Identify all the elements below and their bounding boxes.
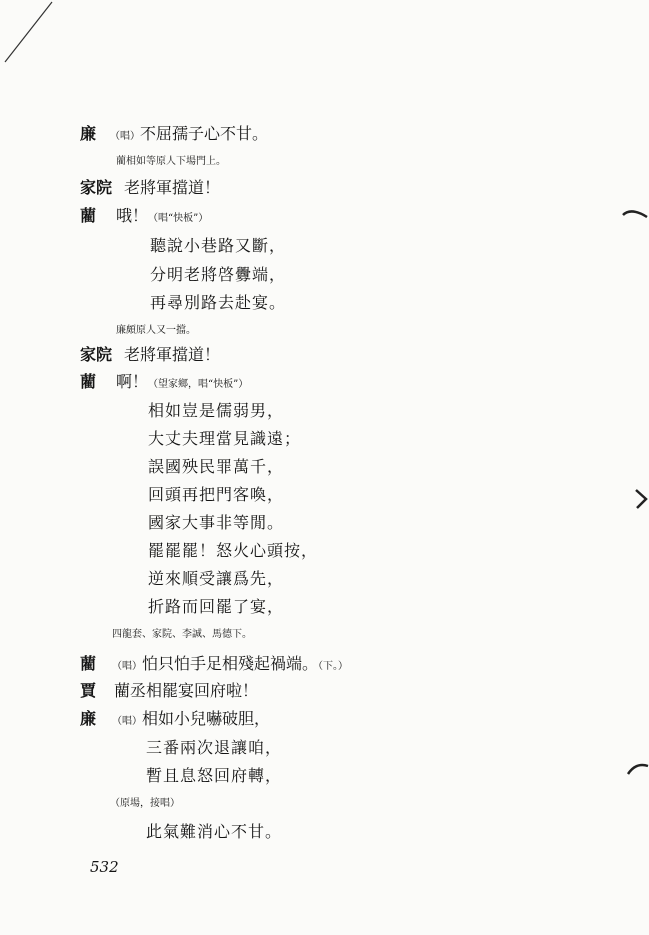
verse-line: 折路而回罷了宴， xyxy=(148,597,285,616)
performance-note: （望家鄉，唱“快板”） xyxy=(148,379,249,390)
dialogue-line xyxy=(80,711,270,727)
line-text: 怕只怕手足相殘起禍端。 xyxy=(142,654,319,673)
line-text: 啊！ xyxy=(116,372,149,391)
dialogue-line xyxy=(80,347,220,363)
speaker-label: 廉 xyxy=(80,709,97,728)
speaker-label: 藺 xyxy=(80,372,97,391)
line-text: 不屈孺子心不甘。 xyxy=(140,124,269,143)
performance-note: （唱） xyxy=(112,661,143,672)
dialogue-line xyxy=(80,180,220,196)
dialogue-line xyxy=(80,683,258,699)
margin-mark-mid xyxy=(634,488,649,510)
speaker-label: 藺 xyxy=(80,654,97,673)
dialogue-line xyxy=(80,656,348,672)
performance-note: （唱） xyxy=(112,716,143,727)
stage-direction: （原場，接唱） xyxy=(110,798,180,809)
speaker-label: 廉 xyxy=(80,124,97,143)
page-number: 532 xyxy=(90,858,119,876)
speaker-label: 藺 xyxy=(80,206,97,225)
performance-note: （唱“快板”） xyxy=(148,213,209,224)
margin-mark-top xyxy=(621,205,649,227)
verse-line: 三番兩次退讓咱， xyxy=(146,738,283,757)
line-text: 老將軍擋道！ xyxy=(124,345,221,364)
verse-line: 暫且息怒回府轉， xyxy=(146,766,283,785)
stage-direction: 廉頗原人又一擋。 xyxy=(116,325,196,336)
performance-note: （唱） xyxy=(110,131,141,142)
dialogue-line xyxy=(80,208,208,224)
verse-line: 分明老將啓釁端， xyxy=(150,265,287,284)
margin-mark-bottom xyxy=(626,760,649,778)
line-text: 老將軍擋道！ xyxy=(124,178,221,197)
exit-note: （下。） xyxy=(318,661,349,672)
stage-direction: 四龍套、家院、李誠、馬德下。 xyxy=(112,629,252,640)
verse-line: 再尋別路去赴宴。 xyxy=(150,293,287,312)
speaker-label: 家院 xyxy=(80,345,113,364)
verse-line: 此氣難消心不甘。 xyxy=(146,822,283,841)
verse-line: 聽說小巷路又斷， xyxy=(150,236,287,255)
verse-line: 回頭再把門客喚， xyxy=(148,485,285,504)
stage-direction: 藺相如等原人下場門上。 xyxy=(116,156,226,167)
speaker-label: 家院 xyxy=(80,178,113,197)
verse-line: 相如豈是儒弱男， xyxy=(148,401,285,420)
verse-line: 誤國殃民罪萬千， xyxy=(148,457,285,476)
line-text: 哦！ xyxy=(116,206,149,225)
verse-line: 罷罷罷！怒火心頭按， xyxy=(148,541,319,560)
corner-pen-stroke xyxy=(0,0,60,70)
line-text: 相如小兒嚇破胆， xyxy=(142,709,271,728)
dialogue-line xyxy=(80,374,248,390)
verse-line: 逆來順受讓爲先， xyxy=(148,569,285,588)
verse-line: 國家大事非等閒。 xyxy=(148,513,285,532)
verse-line: 大丈夫理當見識遠； xyxy=(148,429,302,448)
speaker-label: 賈 xyxy=(80,681,97,700)
line-text: 藺丞相罷宴回府啦！ xyxy=(114,681,259,700)
dialogue-line xyxy=(80,126,268,142)
